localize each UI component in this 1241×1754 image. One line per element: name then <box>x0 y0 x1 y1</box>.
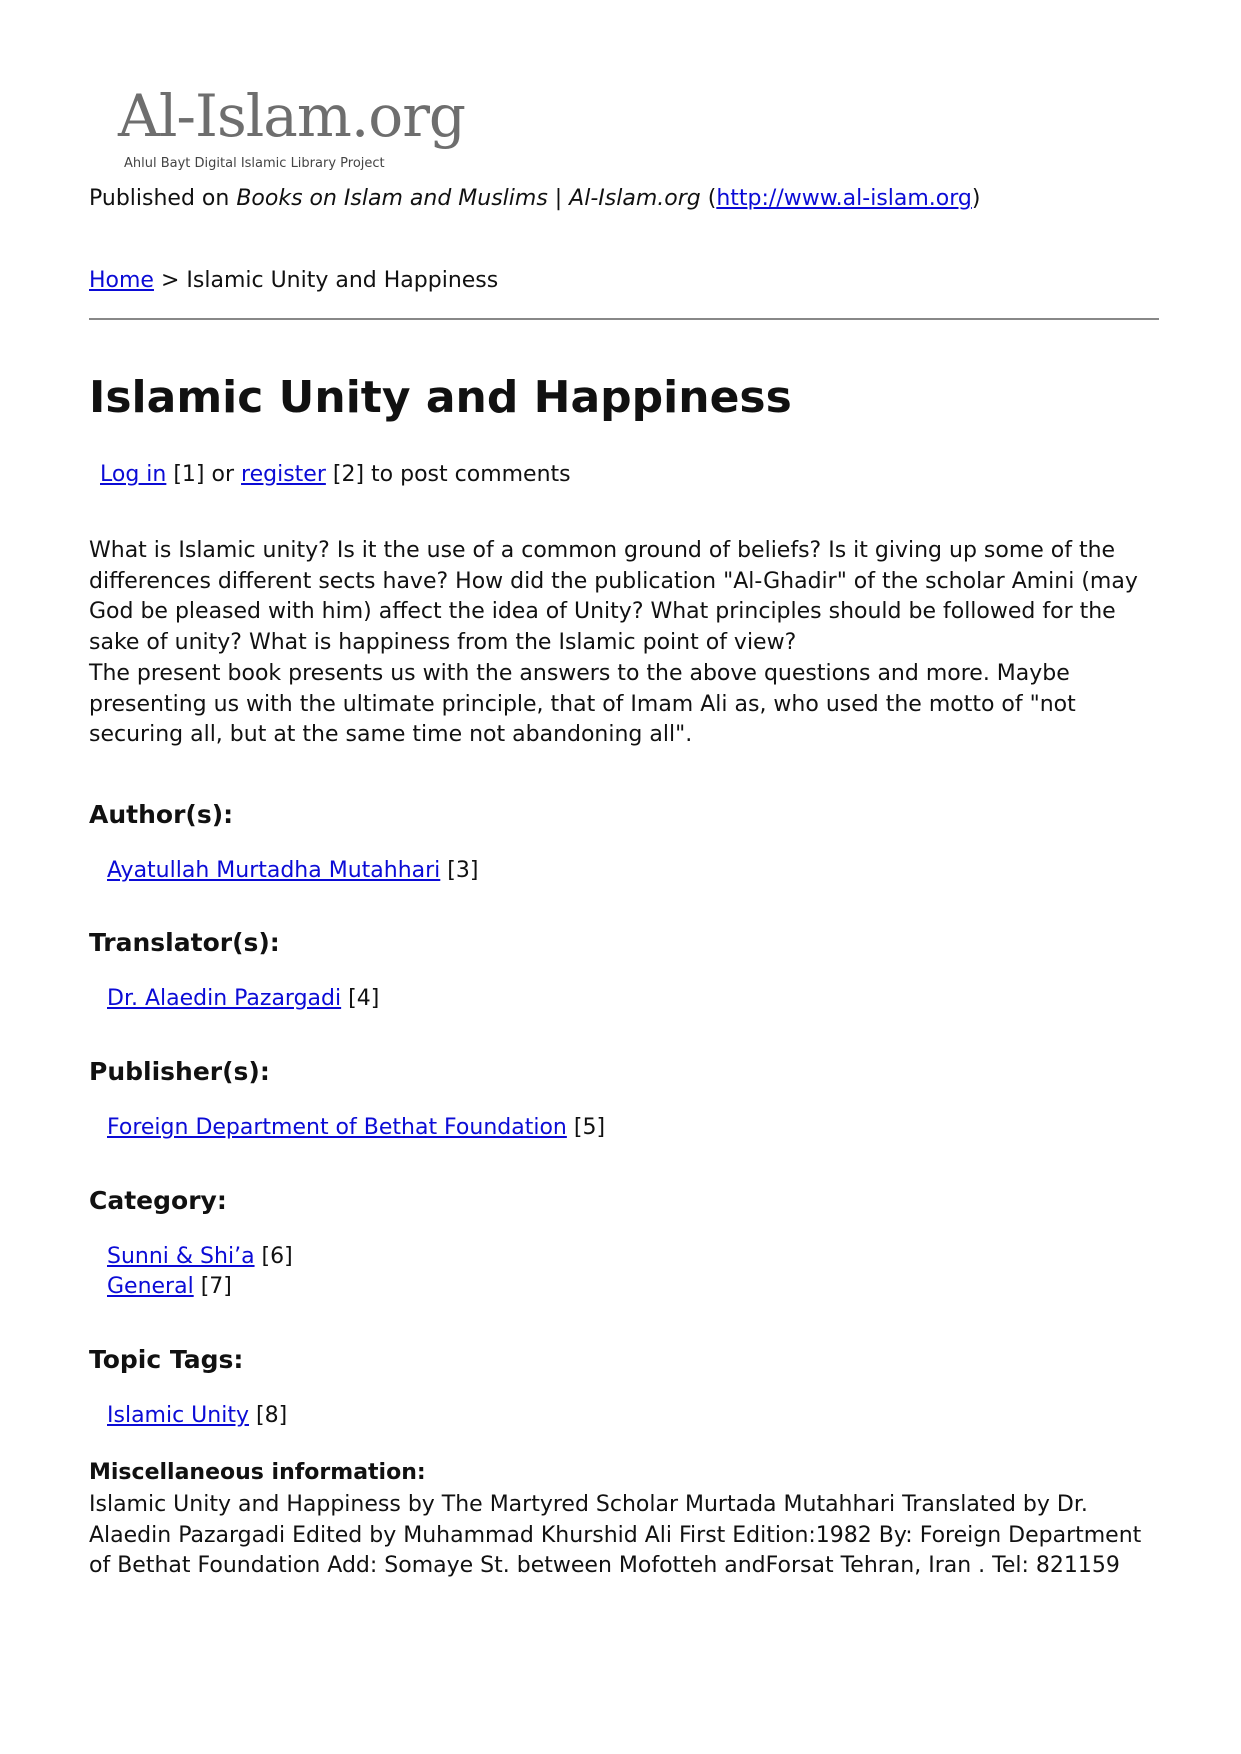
translators-heading: Translator(s): <box>89 928 280 957</box>
login-ref: [1] <box>173 462 205 487</box>
description-paragraph-2: The present book presents us with the answers to the above questions and more. Maybe presenting us with the ultimate principle, that of Imam Ali as, who used the motto of "not securing all, but at the same time not abandoning all". <box>89 660 1076 748</box>
logo-tagline: Ahlul Bayt Digital Islamic Library Project <box>124 156 385 171</box>
publisher-entry <box>107 1113 605 1144</box>
register-ref: [2] <box>332 462 365 487</box>
login-link[interactable]: Log in <box>100 462 167 487</box>
publisher-ref: [5] <box>573 1115 606 1140</box>
register-link[interactable]: register <box>241 462 326 487</box>
publisher-link[interactable]: Foreign Department of Bethat Foundation <box>107 1115 567 1140</box>
translator-ref: [4] <box>348 986 380 1011</box>
topic-tag-entry <box>107 1401 287 1432</box>
published-line <box>89 186 980 211</box>
translator-entry <box>107 984 379 1015</box>
breadcrumb <box>89 268 498 293</box>
logo-wordmark: Al-Islam.org <box>118 82 466 150</box>
category-entry <box>107 1242 293 1273</box>
author-ref: [3] <box>447 858 479 883</box>
category-entry <box>107 1272 232 1303</box>
or-text: or <box>211 462 235 487</box>
author-link[interactable]: Ayatullah Murtadha Mutahhari <box>107 858 441 883</box>
site-name: Books on Islam and Muslims | Al-Islam.org <box>236 186 701 211</box>
publishers-heading: Publisher(s): <box>89 1057 270 1086</box>
site-logo[interactable] <box>118 82 478 176</box>
page-title: Islamic Unity and Happiness <box>89 372 792 423</box>
category-heading: Category: <box>89 1186 227 1215</box>
breadcrumb-current: Islamic Unity and Happiness <box>186 268 499 293</box>
book-description <box>89 536 1159 751</box>
header-divider <box>89 318 1159 320</box>
topic-tags-heading: Topic Tags: <box>89 1345 244 1374</box>
open-paren: ( <box>707 186 717 211</box>
authors-heading: Author(s): <box>89 800 234 829</box>
comment-prompt-suffix: to post comments <box>371 462 571 487</box>
close-paren: ) <box>971 186 981 211</box>
translator-link[interactable]: Dr. Alaedin Pazargadi <box>107 986 342 1011</box>
description-paragraph-1: What is Islamic unity? Is it the use of a common ground of beliefs? Is it giving up some of the differences different sects have? How did the publication "Al-Ghadir" of the scholar Amini (may God be pleased with him) affect the idea of Unity? What principles should be followed for the sake of unity? What is happiness from the Islamic point of view? <box>89 538 1138 656</box>
topic-tag-link[interactable]: Islamic Unity <box>107 1403 249 1428</box>
breadcrumb-home-link[interactable]: Home <box>89 268 154 293</box>
published-prefix: Published on <box>89 186 230 211</box>
site-url-link[interactable]: http://www.al-islam.org <box>716 186 972 211</box>
breadcrumb-separator: > <box>160 268 180 293</box>
category-ref: [6] <box>261 1244 293 1269</box>
category-link-general[interactable]: General <box>107 1274 194 1299</box>
comment-prompt <box>100 462 571 487</box>
topic-tag-ref: [8] <box>255 1403 288 1428</box>
author-entry <box>107 856 478 887</box>
category-link-sunni-shia[interactable]: Sunni & Shi’a <box>107 1244 255 1269</box>
misc-text: Islamic Unity and Happiness by The Martyred Scholar Murtada Mutahhari Translated by Dr. Alaedin Pazargadi Edited by Muhammad Khurshid Ali First Edition:1982 By: Foreign Department of Bethat Foundation Add: Somaye St. between Mofotteh andForsat Tehran, Iran . Tel: 821159 <box>89 1492 1142 1579</box>
misc-heading: Miscellaneous information: <box>89 1460 426 1485</box>
category-ref: [7] <box>200 1274 232 1299</box>
